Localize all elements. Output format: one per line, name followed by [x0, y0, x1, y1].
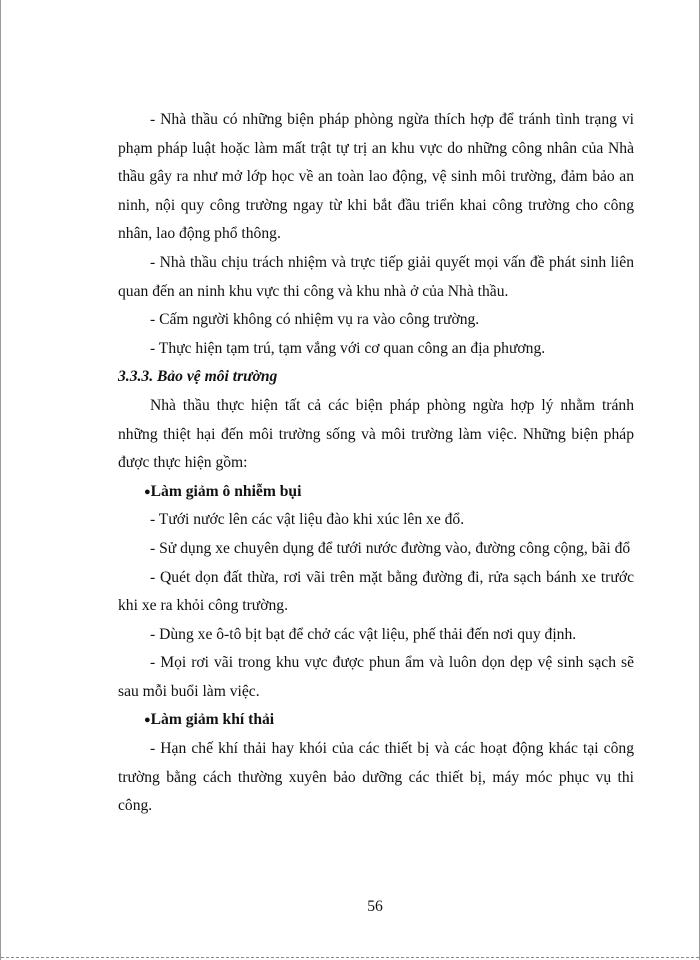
bullet-icon: ●: [144, 714, 151, 727]
dust-subheading-text: Làm giảm ô nhiễm bụi: [150, 482, 302, 500]
exhaust-subheading-text: Làm giảm khí thải: [150, 711, 275, 729]
security-paragraph-3: - Cấm người không có nhiệm vụ ra vào công trường.: [150, 311, 480, 329]
bullet-icon: ●: [144, 485, 151, 498]
dust-item-1: - Tưới nước lên các vật liệu đào khi xúc lên xe đổ.: [150, 511, 465, 529]
section-heading: 3.3.3. Bảo vệ môi trường: [118, 368, 278, 386]
security-paragraph-1: - Nhà thầu có những biện pháp phòng ngừa thích hợp để tránh tình trạng vi phạm pháp luật hoặc làm mất trật tự trị an khu vực do những công nhân của Nhà thầu gây ra như mở lớp học về an toàn lao động, vệ sinh môi trường, đảm bảo an ninh, nội quy công trường ngay từ khi bắt đầu triển khai công trường cho công nhân, lao động phổ thông.: [118, 111, 634, 243]
security-paragraph-2: - Nhà thầu chịu trách nhiệm và trực tiếp giải quyết mọi vấn đề phát sinh liên quan đến an ninh khu vực thi công và khu nhà ở của Nhà thầu.: [118, 253, 634, 300]
page-number: 56: [367, 898, 383, 915]
dust-item-5: - Mọi rơi vãi trong khu vực được phun ẩm và luôn dọn dẹp vệ sinh sạch sẽ sau mỗi buổi làm việc.: [118, 654, 634, 700]
page-content: [118, 106, 634, 821]
dust-subheading: [118, 478, 634, 507]
exhaust-item-1: - Hạn chế khí thải hay khói của các thiết bị và các hoạt động khác tại công trường bằng cách thường xuyên bảo dưỡng các thiết bị, máy móc phục vụ thi công.: [118, 740, 634, 815]
intro-paragraph: Nhà thầu thực hiện tất cả các biện pháp phòng ngừa hợp lý nhằm tránh những thiệt hại đến môi trường sống và môi trường làm việc. Những biện pháp được thực hiện gồm:: [118, 396, 634, 472]
dust-item-3: - Quét dọn đất thừa, rơi vãi trên mặt bằng đường đi, rửa sạch bánh xe trước khi xe ra khỏi công trường.: [118, 568, 634, 615]
dust-item-2: - Sử dụng xe chuyên dụng để tưới nước đường vào, đường công cộng, bãi đổ: [150, 539, 631, 557]
page-bottom-divider: [1, 957, 699, 958]
security-paragraph-4: - Thực hiện tạm trú, tạm vắng với cơ quan công an địa phương.: [150, 339, 546, 357]
exhaust-subheading: [118, 706, 634, 735]
dust-item-4: - Dùng xe ô-tô bịt bạt để chở các vật liệu, phế thải đến nơi quy định.: [150, 625, 577, 643]
